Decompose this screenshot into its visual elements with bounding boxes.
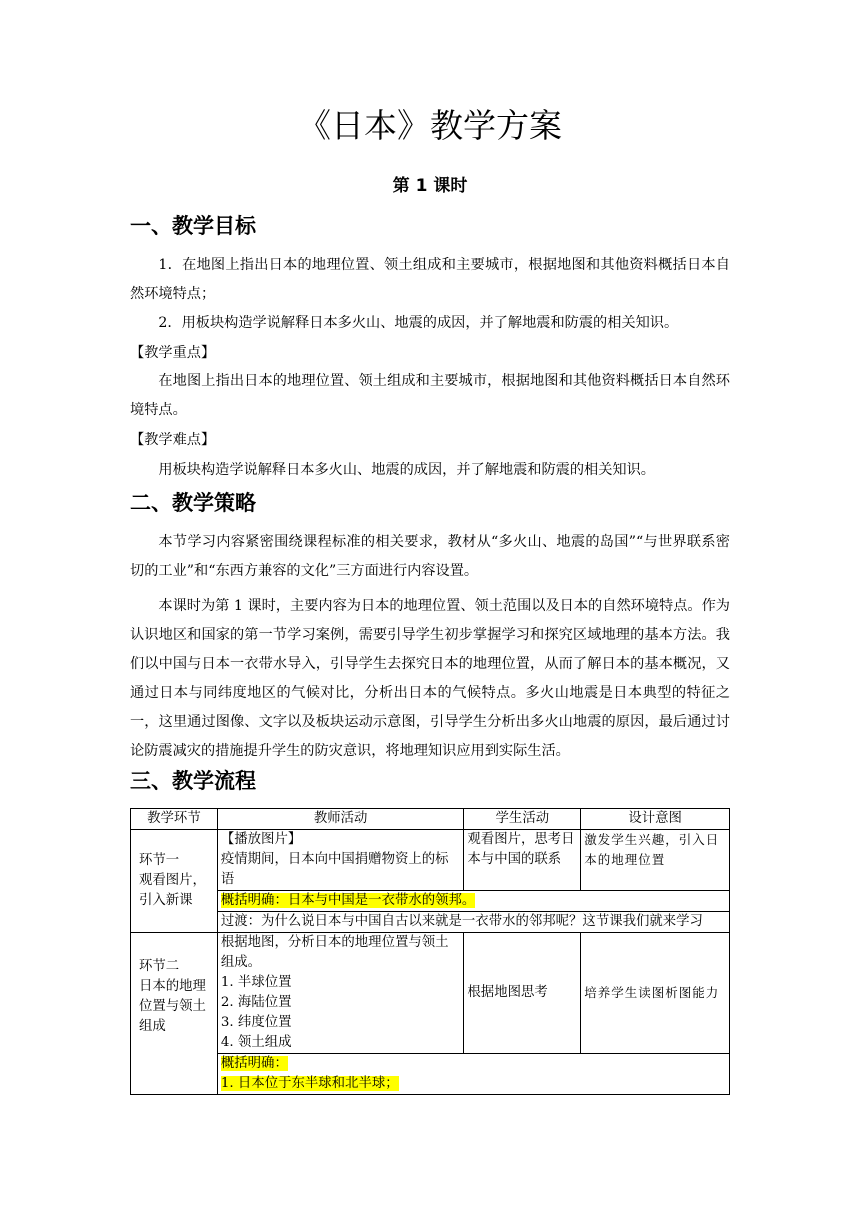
stage-2-teacher (217, 933, 464, 1054)
table-row (131, 933, 730, 1054)
goal-item-1: 1．在地图上指出日本的地理位置、领土组成和主要城市，根据地图和其他资料概括日本自然环境特点； (130, 257, 730, 302)
list-item: 4. 领土组成 (220, 1035, 292, 1050)
stage-2-summary-item: 1. 日本位于东半球和北半球； (220, 1076, 399, 1091)
section-heading-flow: 三、教学流程 (130, 769, 256, 793)
list-item: 2. 海陆位置 (220, 995, 292, 1010)
stage-2-student: 根据地图思考 (464, 933, 581, 1054)
table-row (131, 1054, 730, 1095)
stage-1-teacher: 【播放图片】 疫情期间，日本向中国捐赠物资上的标语 (217, 830, 464, 891)
strategy-paragraph-1: 本节学习内容紧密围绕课程标准的相关要求，教材从“多火山、地震的岛国”“与世界联系密切的工业”和“东西方兼容的文化”三方面进行内容设置。 (130, 534, 730, 579)
stage-1-transition: 过渡：为什么说日本与中国自古以来就是一衣带水的邻邦呢？这节课我们就来学习 (217, 912, 729, 933)
difficult-points-label: 【教学难点】 (130, 432, 216, 448)
table-row (131, 830, 730, 891)
stage-2-summary-label: 概括明确： (220, 1056, 288, 1071)
table-row (131, 891, 730, 912)
section-heading-strategy: 二、教学策略 (130, 491, 256, 515)
stage-2-teacher-intro: 根据地图，分析日本的地理位置与领土组成。 (220, 935, 449, 970)
header-stage: 教学环节 (131, 809, 218, 830)
stage-1-name: 环节一 观看图片，引入新课 (131, 830, 218, 933)
doc-title: 《日本》教学方案 (298, 106, 562, 145)
stage-1-summary: 概括明确：日本与中国是一衣带水的领邦。 (220, 893, 476, 908)
stage-2-name: 环节二 日本的地理位置与领土组成 (131, 933, 218, 1095)
key-points-label: 【教学重点】 (130, 345, 216, 361)
key-points-text: 在地图上指出日本的地理位置、领土组成和主要城市，根据地图和其他资料概括日本自然环境特点。 (130, 373, 730, 418)
header-teacher: 教师活动 (217, 809, 464, 830)
list-item: 1. 半球位置 (220, 975, 292, 990)
table-row (131, 912, 730, 933)
goal-item-2: 2．用板块构造学说解释日本多火山、地震的成因，并了解地震和防震的相关知识。 (158, 315, 679, 331)
header-student: 学生活动 (464, 809, 581, 830)
teaching-flow-table (130, 808, 730, 1095)
stage-1-summary-cell (217, 891, 729, 912)
header-intent: 设计意图 (581, 809, 730, 830)
stage-2-intent: 培养学生读图析图能力 (581, 933, 730, 1054)
strategy-paragraph-2: 本课时为第 1 课时，主要内容为日本的地理位置、领土范围以及日本的自然环境特点。作为认识地区和国家的第一节学习案例，需要引导学生初步掌握学习和探究区域地理的基本方法。我们以中国与日本一衣带水导入，引导学生去探究日本的地理位置，从而了解日本的基本概况，又通过日本与同纬度地区的气候对比，分析出日本的气候特点。多火山地震是日本典型的特征之一，这里通过图像、文字以及板块运动示意图，引导学生分析出多火山地震的原因，最后通过讨论防震减灾的措施提升学生的防灾意识，将地理知识应用到实际生活。 (130, 598, 730, 759)
stage-2-summary-cell (217, 1054, 729, 1095)
stage-1-intent: 激发学生兴趣，引入日本的地理位置 (581, 830, 730, 891)
table-header-row (131, 809, 730, 830)
difficult-points-text: 用板块构造学说解释日本多火山、地震的成因，并了解地震和防震的相关知识。 (158, 462, 655, 478)
stage-1-student: 观看图片，思考日本与中国的联系 (464, 830, 581, 891)
stage-2-teacher-list (221, 973, 461, 1053)
list-item: 3. 纬度位置 (220, 1015, 292, 1030)
lesson-number: 第 1 课时 (392, 176, 468, 196)
section-heading-goals: 一、教学目标 (130, 214, 256, 238)
